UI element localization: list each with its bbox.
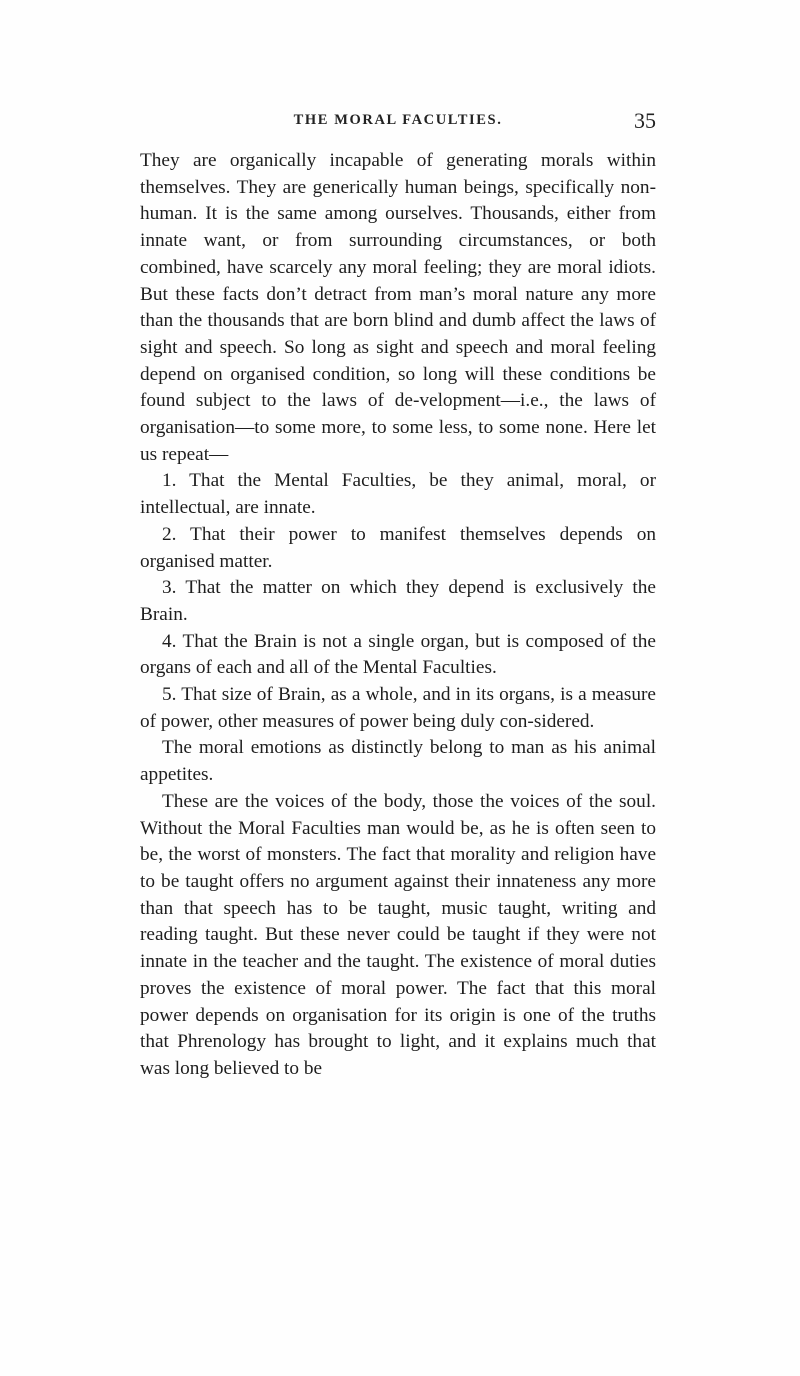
running-title: THE MORAL FACULTIES. [293,112,503,128]
body-text [140,148,656,1083]
paragraph-2: The moral emotions as distinctly belong to man as his animal appetites. [140,737,656,786]
paragraph-1: They are organically incapable of generating morals within themselves. They are generically human beings, specifically non-human. It is the same among ourselves. Thousands, either from innate want, or from surrounding circumstances, or both combined, have scarcely any moral feeling; they are moral idiots. But these facts don’t detract from man’s moral nature any more than the thousands that are born blind and dumb affect the laws of sight and speech. So long as sight and speech and moral feeling depend on organised condition, so long will these conditions be found subject to the laws of de-velopment—i.e., the laws of organisation—to some more, to some less, to some none. Here let us repeat— [140,150,656,465]
list-item-5: 5. That size of Brain, as a whole, and in its organs, is a measure of power, other measures of power being duly con-sidered. [140,684,656,732]
page-number: 35 [634,108,656,133]
list-item-3: 3. That the matter on which they depend is exclusively the Brain. [140,577,656,625]
paragraph-3: These are the voices of the body, those the voices of the soul. Without the Moral Faculties man would be, as he is often seen to be, the worst of monsters. The fact that morality and religion have to be taught offers no argument against their innateness any more than that speech has to be taught, music taught, writing and reading taught. But these never could be taught if they were not innate in the teacher and the taught. The existence of moral duties proves the existence of moral power. The fact that this moral power depends on organisation for its origin is one of the truths that Phrenology has brought to light, and it explains much that was long believed to be [140,790,656,1079]
list-item-1: 1. That the Mental Faculties, be they animal, moral, or intellectual, are innate. [140,470,656,519]
list-item-4: 4. That the Brain is not a single organ, but is composed of the organs of each and all of the Mental Faculties. [140,630,656,679]
list-item-2: 2. That their power to manifest themselves depends on organised matter. [140,523,656,572]
running-head [140,108,656,136]
